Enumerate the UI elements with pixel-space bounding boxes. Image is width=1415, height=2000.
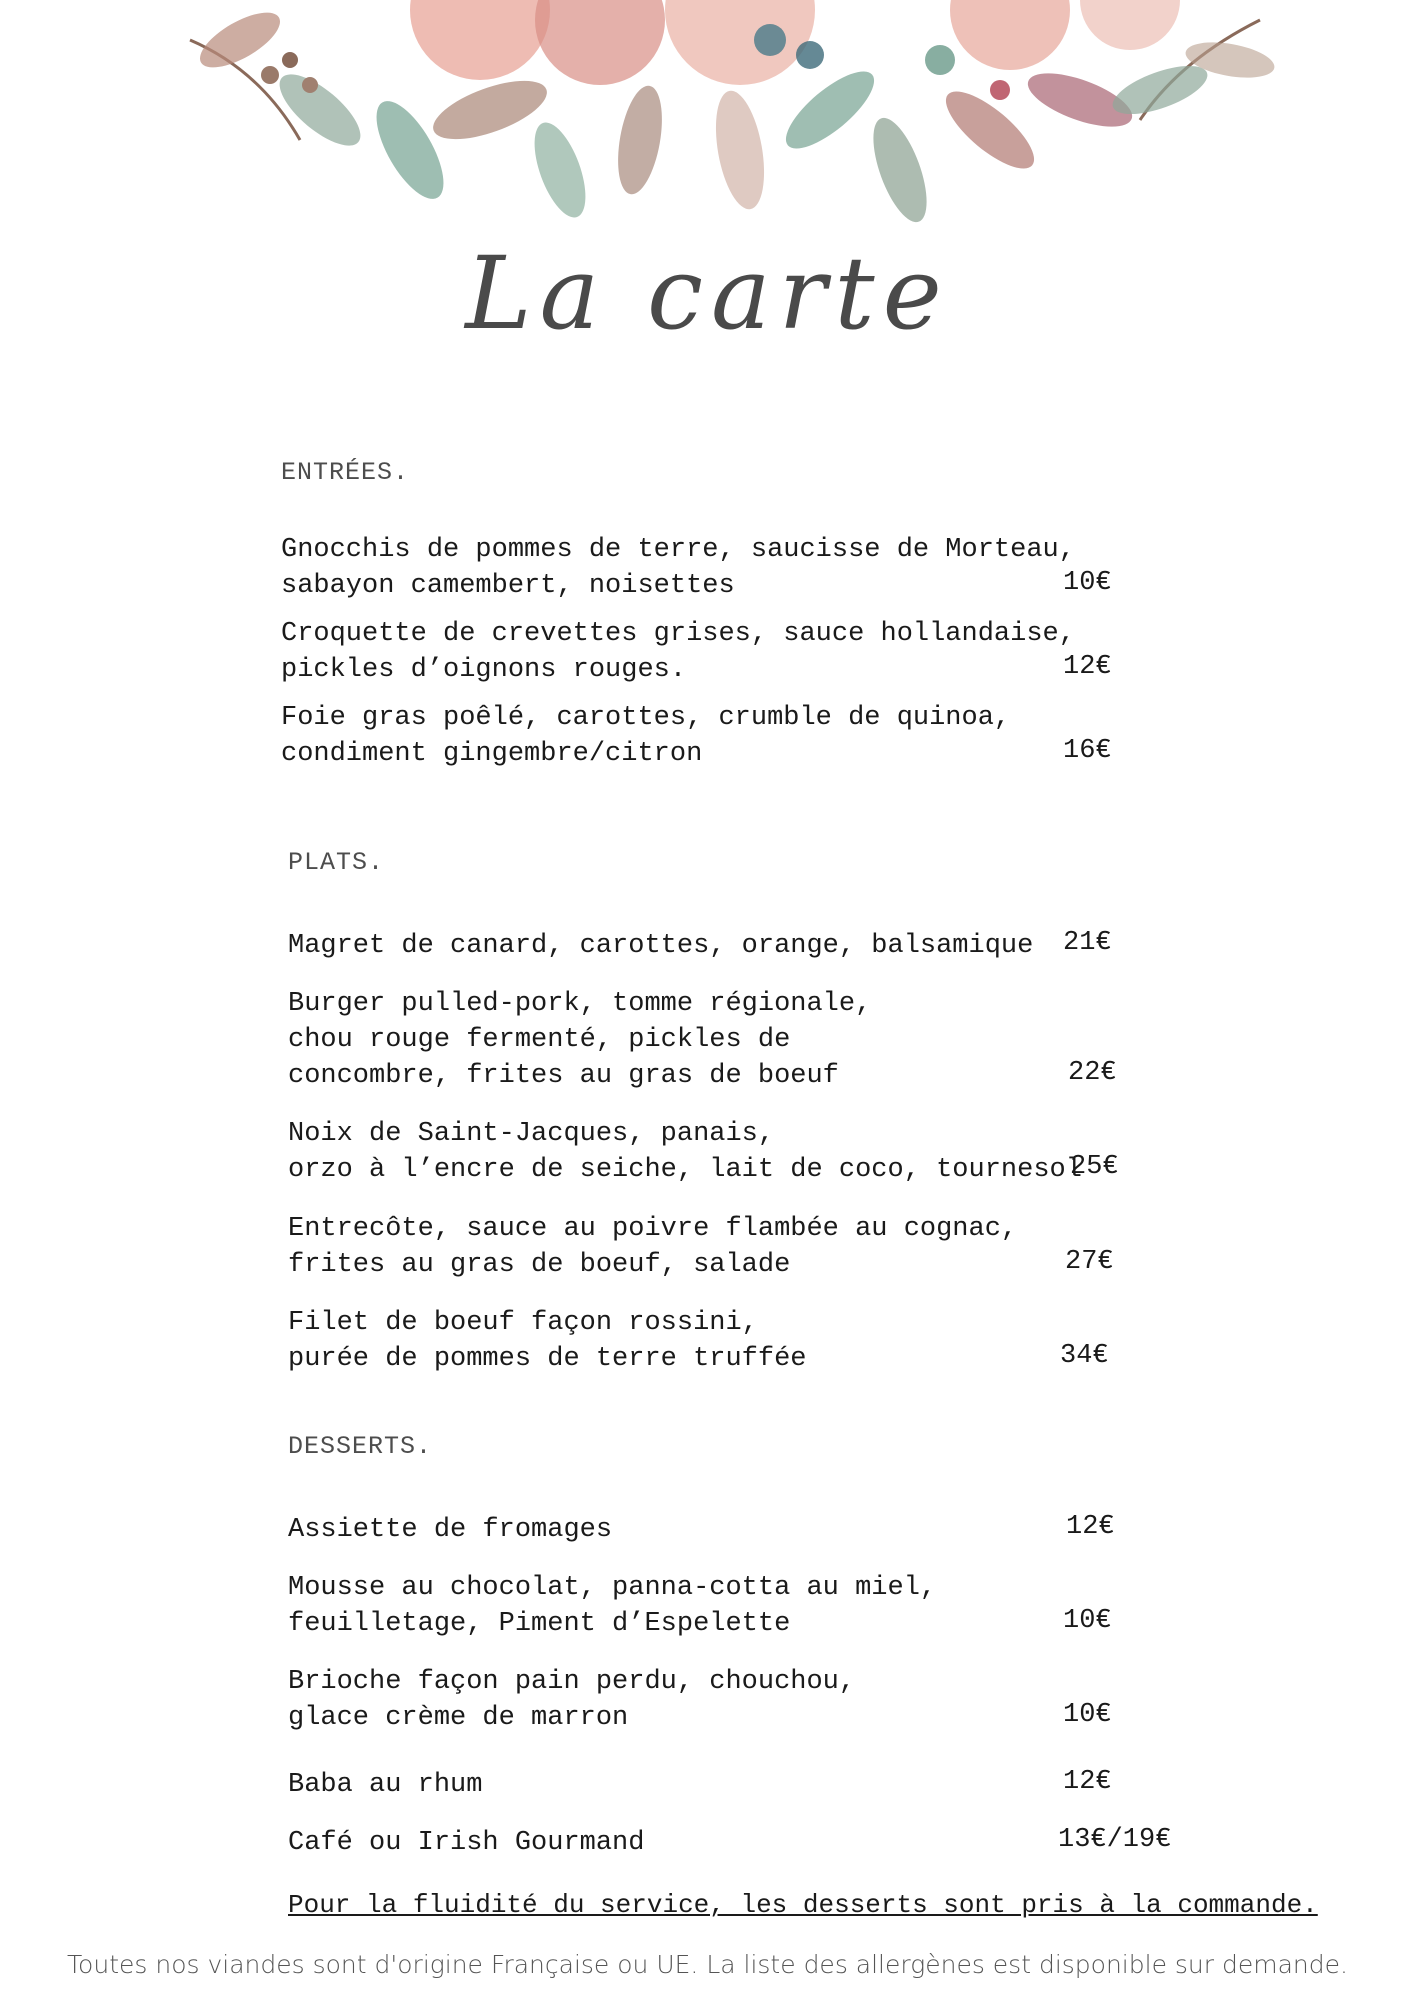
menu-item <box>288 1570 936 1642</box>
menu-item <box>288 1512 612 1548</box>
menu-item <box>288 1116 1082 1188</box>
menu-item-line: frites au gras de boeuf, salade <box>288 1250 791 1280</box>
menu-item <box>288 1305 806 1377</box>
menu-item-price: 13€/19€ <box>1058 1825 1172 1855</box>
menu-item-line: Croquette de crevettes grises, sauce hollandaise, <box>281 619 1075 649</box>
menu-item-line: feuilletage, Piment d’Espelette <box>288 1609 791 1639</box>
menu-item-line: sabayon camembert, noisettes <box>281 571 735 601</box>
menu-item <box>281 700 1010 772</box>
menu-item-line: chou rouge fermenté, pickles de <box>288 1025 791 1055</box>
menu-item-line: Magret de canard, carottes, orange, balsamique <box>288 931 1034 961</box>
section-heading-plats: PLATS. <box>288 848 385 877</box>
menu-item-price: 34€ <box>1060 1341 1109 1371</box>
menu-item <box>288 986 871 1094</box>
section-heading-desserts: DESSERTS. <box>288 1432 433 1461</box>
floral-decoration <box>180 0 1280 270</box>
menu-item <box>281 532 1075 604</box>
menu-item-line: orzo à l’encre de seiche, lait de coco, tournesol <box>288 1155 1082 1185</box>
menu-item <box>281 616 1075 688</box>
menu-item-line: Entrecôte, sauce au poivre flambée au cognac, <box>288 1214 1018 1244</box>
menu-item-price: 12€ <box>1066 1512 1115 1542</box>
menu-item-price: 21€ <box>1063 928 1112 958</box>
menu-item <box>288 1664 855 1736</box>
menu-item-line: Burger pulled-pork, tomme régionale, <box>288 989 872 1019</box>
menu-item-line: Foie gras poêlé, carottes, crumble de quinoa, <box>281 703 1011 733</box>
menu-item-line: Brioche façon pain perdu, chouchou, <box>288 1667 856 1697</box>
allergen-footer: Toutes nos viandes sont d'origine Française ou UE. La liste des allergènes est disponible sur demande. <box>67 1950 1348 1979</box>
menu-item-price: 10€ <box>1063 568 1112 598</box>
menu-item-line: Mousse au chocolat, panna-cotta au miel, <box>288 1573 937 1603</box>
menu-item-price: 22€ <box>1068 1058 1117 1088</box>
section-heading-entrees: ENTRÉES. <box>281 458 410 487</box>
menu-item-line: Café ou Irish Gourmand <box>288 1828 645 1858</box>
menu-item-line: pickles d’oignons rouges. <box>281 655 687 685</box>
menu-item-price: 10€ <box>1063 1606 1112 1636</box>
menu-item-line: Gnocchis de pommes de terre, saucisse de Morteau, <box>281 535 1075 565</box>
menu-item <box>288 1211 1017 1283</box>
menu-item-price: 10€ <box>1063 1700 1112 1730</box>
menu-item-price: 27€ <box>1065 1247 1114 1277</box>
menu-item-line: Assiette de fromages <box>288 1515 613 1545</box>
menu-item <box>288 928 1033 964</box>
menu-item-line: Noix de Saint-Jacques, panais, <box>288 1119 775 1149</box>
menu-item-price: 16€ <box>1063 736 1112 766</box>
menu-item-price: 12€ <box>1063 1767 1112 1797</box>
menu-item <box>288 1825 644 1861</box>
menu-item <box>288 1767 482 1803</box>
menu-item-line: concombre, frites au gras de boeuf <box>288 1061 839 1091</box>
menu-item-price: 12€ <box>1063 652 1112 682</box>
service-note: Pour la fluidité du service, les desserts sont pris à la commande. <box>288 1890 1318 1920</box>
menu-item-price: 25€ <box>1070 1152 1119 1182</box>
menu-item-line: Filet de boeuf façon rossini, <box>288 1308 758 1338</box>
page-title: La carte <box>465 235 950 352</box>
menu-item-line: condiment gingembre/citron <box>281 739 703 769</box>
menu-item-line: purée de pommes de terre truffée <box>288 1344 807 1374</box>
menu-item-line: Baba au rhum <box>288 1770 483 1800</box>
menu-item-line: glace crème de marron <box>288 1703 629 1733</box>
